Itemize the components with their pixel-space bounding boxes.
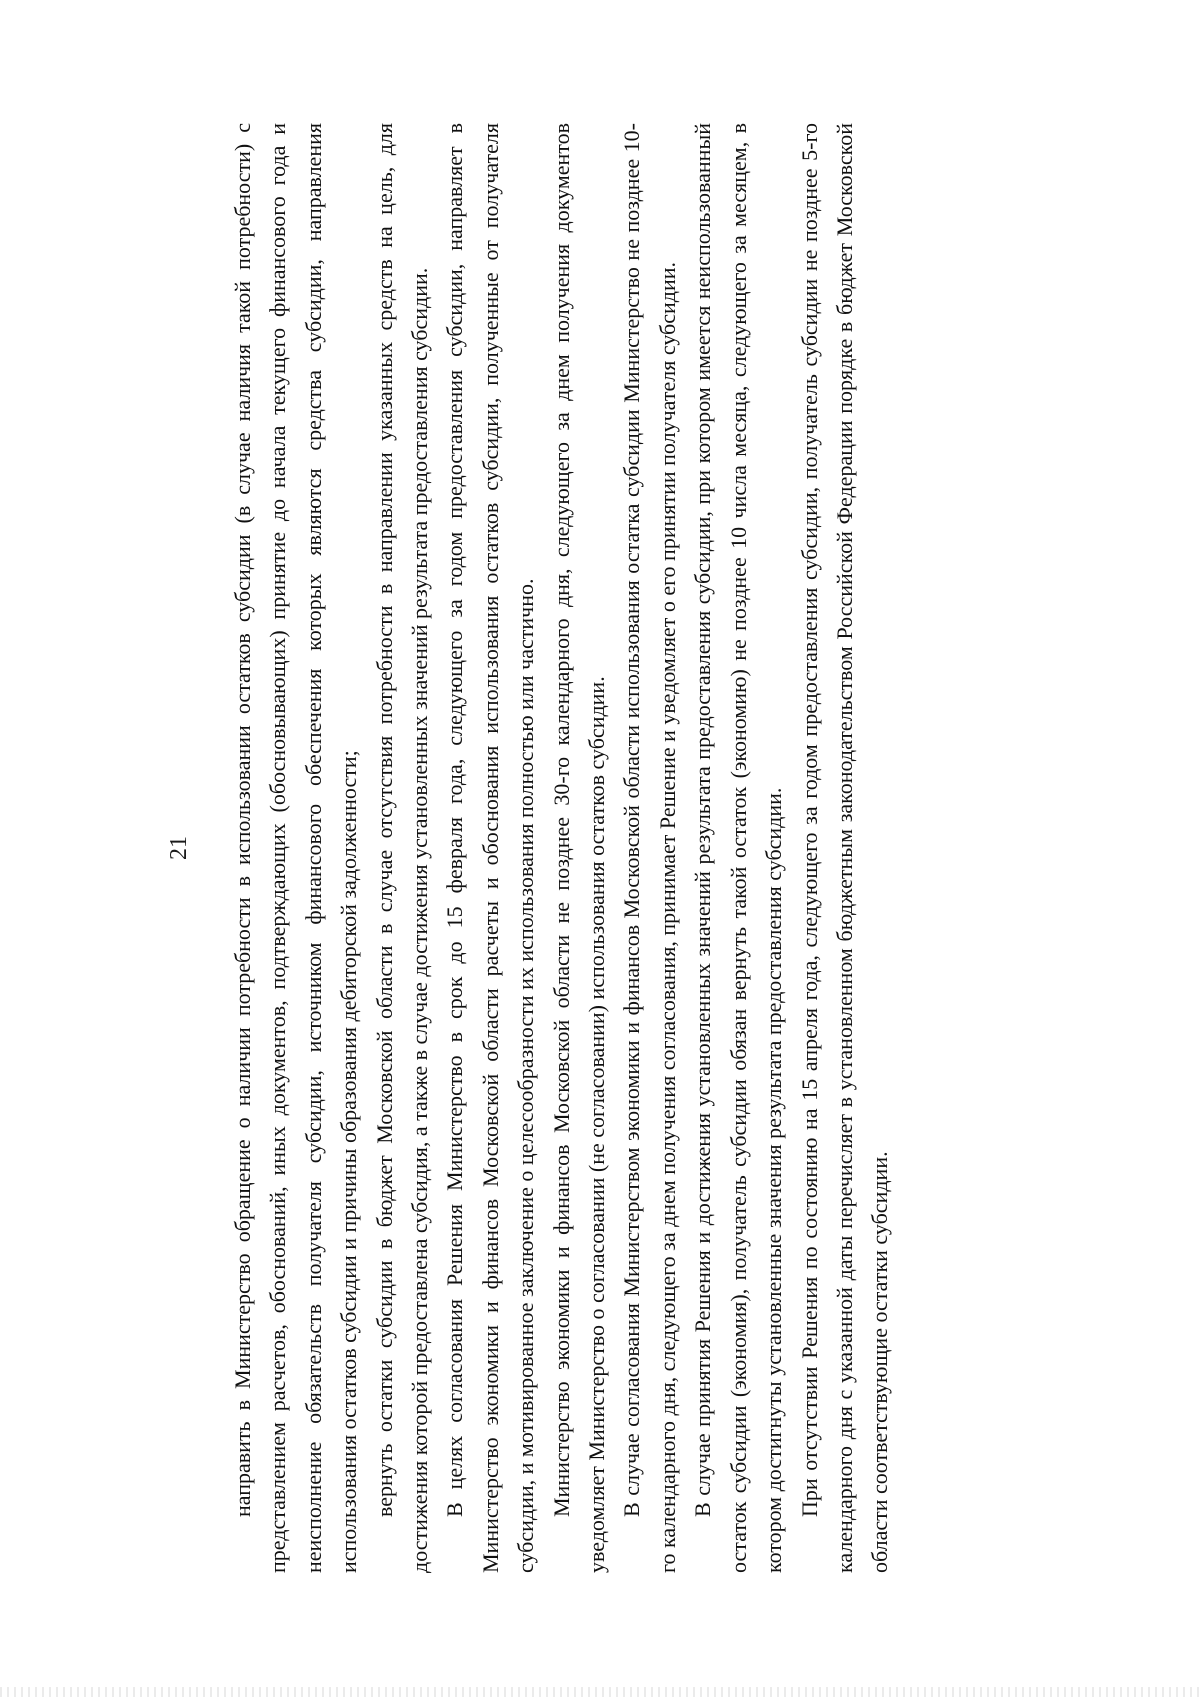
paragraph-7: При отсутствии Решения по состоянию на 15 апреля года, следующего за годом предоставления субсидии, получатель субсидии не позднее 5-го календарного дня с указанной даты перечисляет в установленном бюджетным законодательством Российской Федерации порядке в бюджет Московской области соответствующие остатки субсидии.: [796, 123, 893, 1573]
paragraph-5: В случае согласования Министерством экономики и финансов Московской области использования остатка субсидии Министерство не позднее 10-го календарного дня, следующего за днем получения согласования, принимает Решение и уведомляет о его принятии получателя субсидии.: [619, 123, 680, 1573]
paragraph-2: вернуть остатки субсидии в бюджет Московской области в случае отсутствия потребности в направлении указанных средств на цель, для достижения которой предоставлена субсидия, а также в случае достижения установленных значений результата предоставления субсидии.: [371, 123, 433, 1573]
paragraph-1: направить в Министерство обращение о наличии потребности в использовании остатков субсидии (в случае наличия такой потребности) с представлением расчетов, обоснований, иных документов, подтверждающих (обосновывающих) принятие до начала текущего финансового года и неисполнение обязательств получателя субсидии, источником финансового обеспечения которых являются средства субсидии, направления использования остатков субсидии и причины образования дебиторской задолженности;: [230, 123, 362, 1573]
paragraph-6: В случае принятия Решения и достижения установленных значений результата предоставления субсидии, при котором имеется неиспользованный остаток субсидии (экономия), получатель субсидии обязан вернуть такой остаток (экономию) не позднее 10 числа месяца, следующего за месяцем, в котором достигнуты установленные значения результата предоставления субсидии.: [690, 123, 787, 1573]
paragraph-3: В целях согласования Решения Министерство в срок до 15 февраля года, следующего за годом предоставления субсидии, направляет в Министерство экономики и финансов Московской области расчеты и обоснования использования остатков субсидии, полученные от получателя субсидии, и мотивированное заключение о целесообразности их использования полностью или частично.: [442, 123, 539, 1573]
paragraph-4: Министерство экономики и финансов Московской области не позднее 30-го календарного дня, следующего за днем получения документов уведомляет Министерство о согласовании (не согласовании) использования остатков субсидии.: [548, 123, 610, 1573]
rotated-text-block: [155, 123, 1045, 1573]
page-number: 21: [166, 836, 192, 860]
scan-edge-noise: [0, 1687, 1200, 1697]
